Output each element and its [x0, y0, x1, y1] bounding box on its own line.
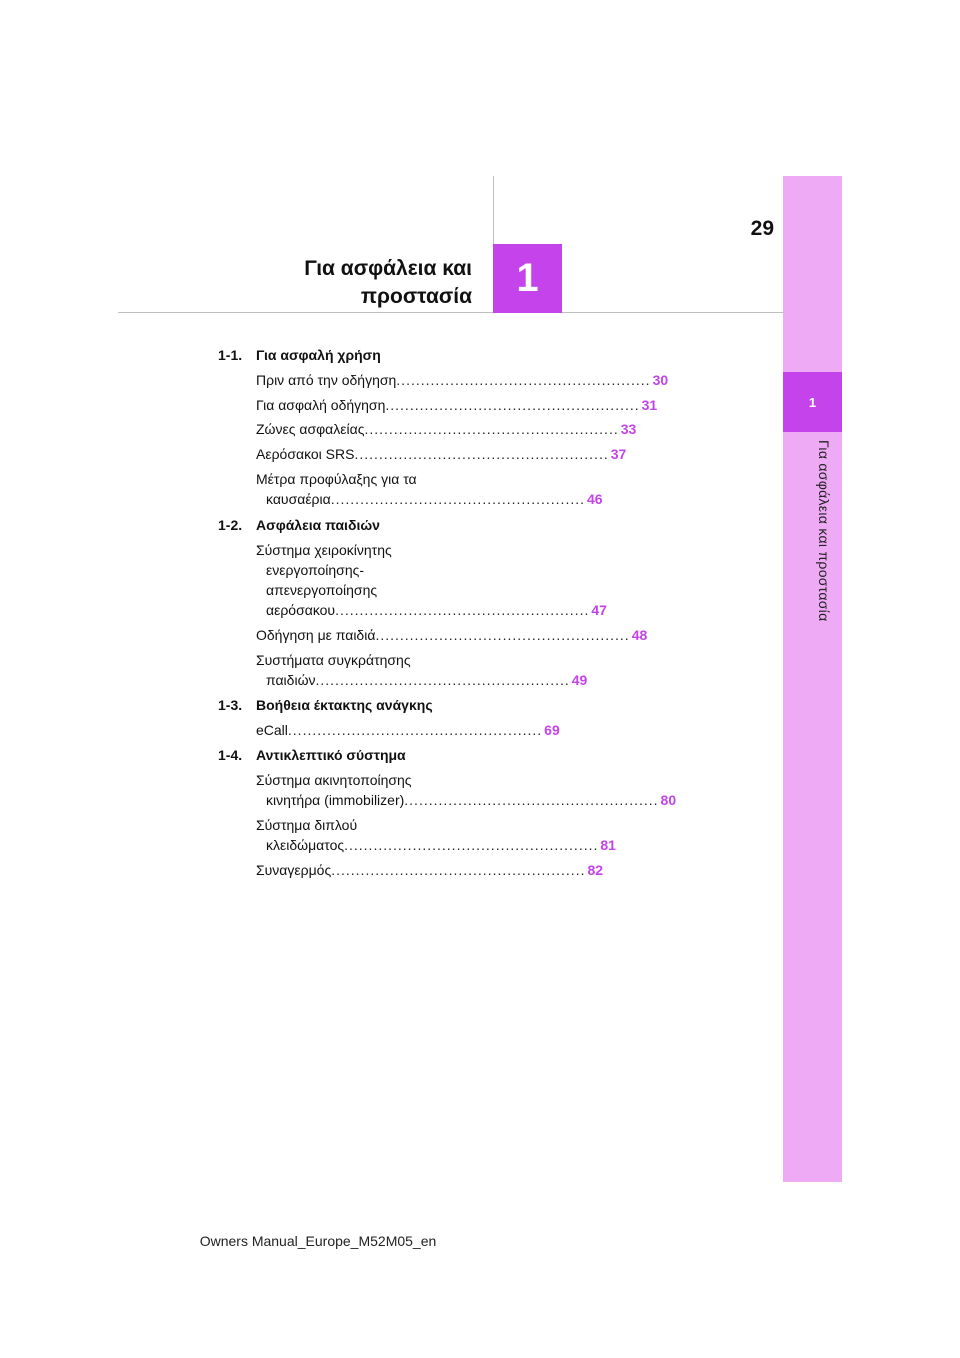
section-title: Ασφάλεια παιδιών: [256, 517, 380, 533]
entry-page-link[interactable]: 48: [631, 627, 648, 643]
section-number: 1-2.: [218, 517, 243, 533]
section-title: Για ασφαλή χρήση: [256, 347, 381, 363]
toc-entry[interactable]: [256, 444, 627, 464]
toc-entry[interactable]: [256, 370, 669, 390]
entry-page-link[interactable]: 82: [587, 862, 604, 878]
entry-title: eCall: [256, 722, 288, 738]
toc-section-1-4[interactable]: [218, 745, 406, 765]
entry-page-link[interactable]: 30: [652, 372, 669, 388]
entry-title: Πριν από την οδήγηση: [256, 372, 397, 388]
leader-dots: ....................................................: [331, 862, 586, 878]
leader-dots: ....................................................: [335, 602, 590, 618]
section-number: 1-1.: [218, 347, 243, 363]
footer-document-id: Owners Manual_Europe_M52M05_en: [199, 1233, 437, 1249]
chapter-number-box: 1: [493, 244, 562, 313]
side-chapter-label: Για ασφάλεια και προστασία: [816, 440, 832, 622]
toc-entry[interactable]: [256, 650, 588, 690]
entry-page-link[interactable]: 31: [641, 397, 658, 413]
entry-title: Για ασφαλή οδήγηση: [256, 397, 386, 413]
entry-page-link[interactable]: 33: [620, 421, 637, 437]
entry-title: Οδήγηση με παιδιά: [256, 627, 376, 643]
leader-dots: ....................................................: [375, 627, 630, 643]
entry-title: Σύστημα διπλού: [256, 817, 358, 833]
leader-dots: ....................................................: [330, 491, 585, 507]
entry-title: Ζώνες ασφαλείας: [256, 421, 365, 437]
entry-title: απενεργοποίησης: [266, 582, 378, 598]
toc-section-1-3[interactable]: [218, 695, 433, 715]
entry-title: Αερόσακοι SRS: [256, 446, 355, 462]
entry-title: ενεργοποίησης-: [266, 562, 365, 578]
toc-entry[interactable]: [256, 469, 603, 509]
chapter-title-line-2: προστασία: [360, 285, 472, 308]
toc-entry[interactable]: [256, 815, 616, 855]
section-number: 1-3.: [218, 697, 243, 713]
leader-dots: ....................................................: [364, 421, 619, 437]
leader-dots: ....................................................: [404, 792, 659, 808]
toc-entry[interactable]: [256, 419, 637, 439]
entry-title: παιδιών: [266, 672, 316, 688]
entry-page-link[interactable]: 69: [544, 722, 560, 738]
entry-page-link[interactable]: 37: [610, 446, 627, 462]
leader-dots: ....................................................: [287, 722, 543, 738]
entry-title: Μέτρα προφύλαξης για τα: [256, 471, 417, 487]
leader-dots: ....................................................: [354, 446, 609, 462]
leader-dots: ....................................................: [385, 397, 640, 413]
entry-title: Σύστημα ακινητοποίησης: [256, 772, 412, 788]
section-number: 1-4.: [218, 747, 243, 763]
entry-page-link[interactable]: 49: [571, 672, 588, 688]
chapter-title: [260, 255, 472, 311]
toc-entry[interactable]: [256, 860, 604, 880]
leader-dots: ....................................................: [344, 837, 599, 853]
entry-page-link[interactable]: 81: [600, 837, 616, 853]
toc-entry[interactable]: [256, 540, 607, 620]
leader-dots: ....................................................: [396, 372, 651, 388]
toc-section-1-1[interactable]: [218, 345, 381, 365]
chapter-title-line-1: Για ασφάλεια και: [304, 257, 472, 280]
entry-page-link[interactable]: 80: [660, 792, 677, 808]
side-tab-chapter[interactable]: 1: [783, 372, 842, 432]
toc-entry[interactable]: [256, 395, 658, 415]
entry-page-link[interactable]: 46: [587, 491, 603, 507]
toc-entry[interactable]: [256, 770, 677, 810]
entry-title: κλειδώματος: [266, 837, 345, 853]
section-title: Αντικλεπτικό σύστημα: [256, 747, 406, 763]
entry-page-link[interactable]: 47: [591, 602, 607, 618]
toc-entry[interactable]: [256, 625, 648, 645]
header-divider-horizontal: [118, 312, 783, 313]
side-band: [783, 176, 842, 1182]
entry-title: Σύστημα χειροκίνητης: [256, 542, 392, 558]
toc-entry[interactable]: [256, 720, 560, 740]
page-number: 29: [750, 217, 774, 240]
entry-title: Συστήματα συγκράτησης: [256, 652, 411, 668]
section-title: Βοήθεια έκτακτης ανάγκης: [256, 697, 433, 713]
leader-dots: ....................................................: [315, 672, 570, 688]
entry-title: κινητήρα (immobilizer): [266, 792, 405, 808]
entry-title: καυσαέρια: [266, 491, 331, 507]
entry-title: αερόσακου: [266, 602, 336, 618]
entry-title: Συναγερμός: [256, 862, 332, 878]
toc-section-1-2[interactable]: [218, 515, 380, 535]
